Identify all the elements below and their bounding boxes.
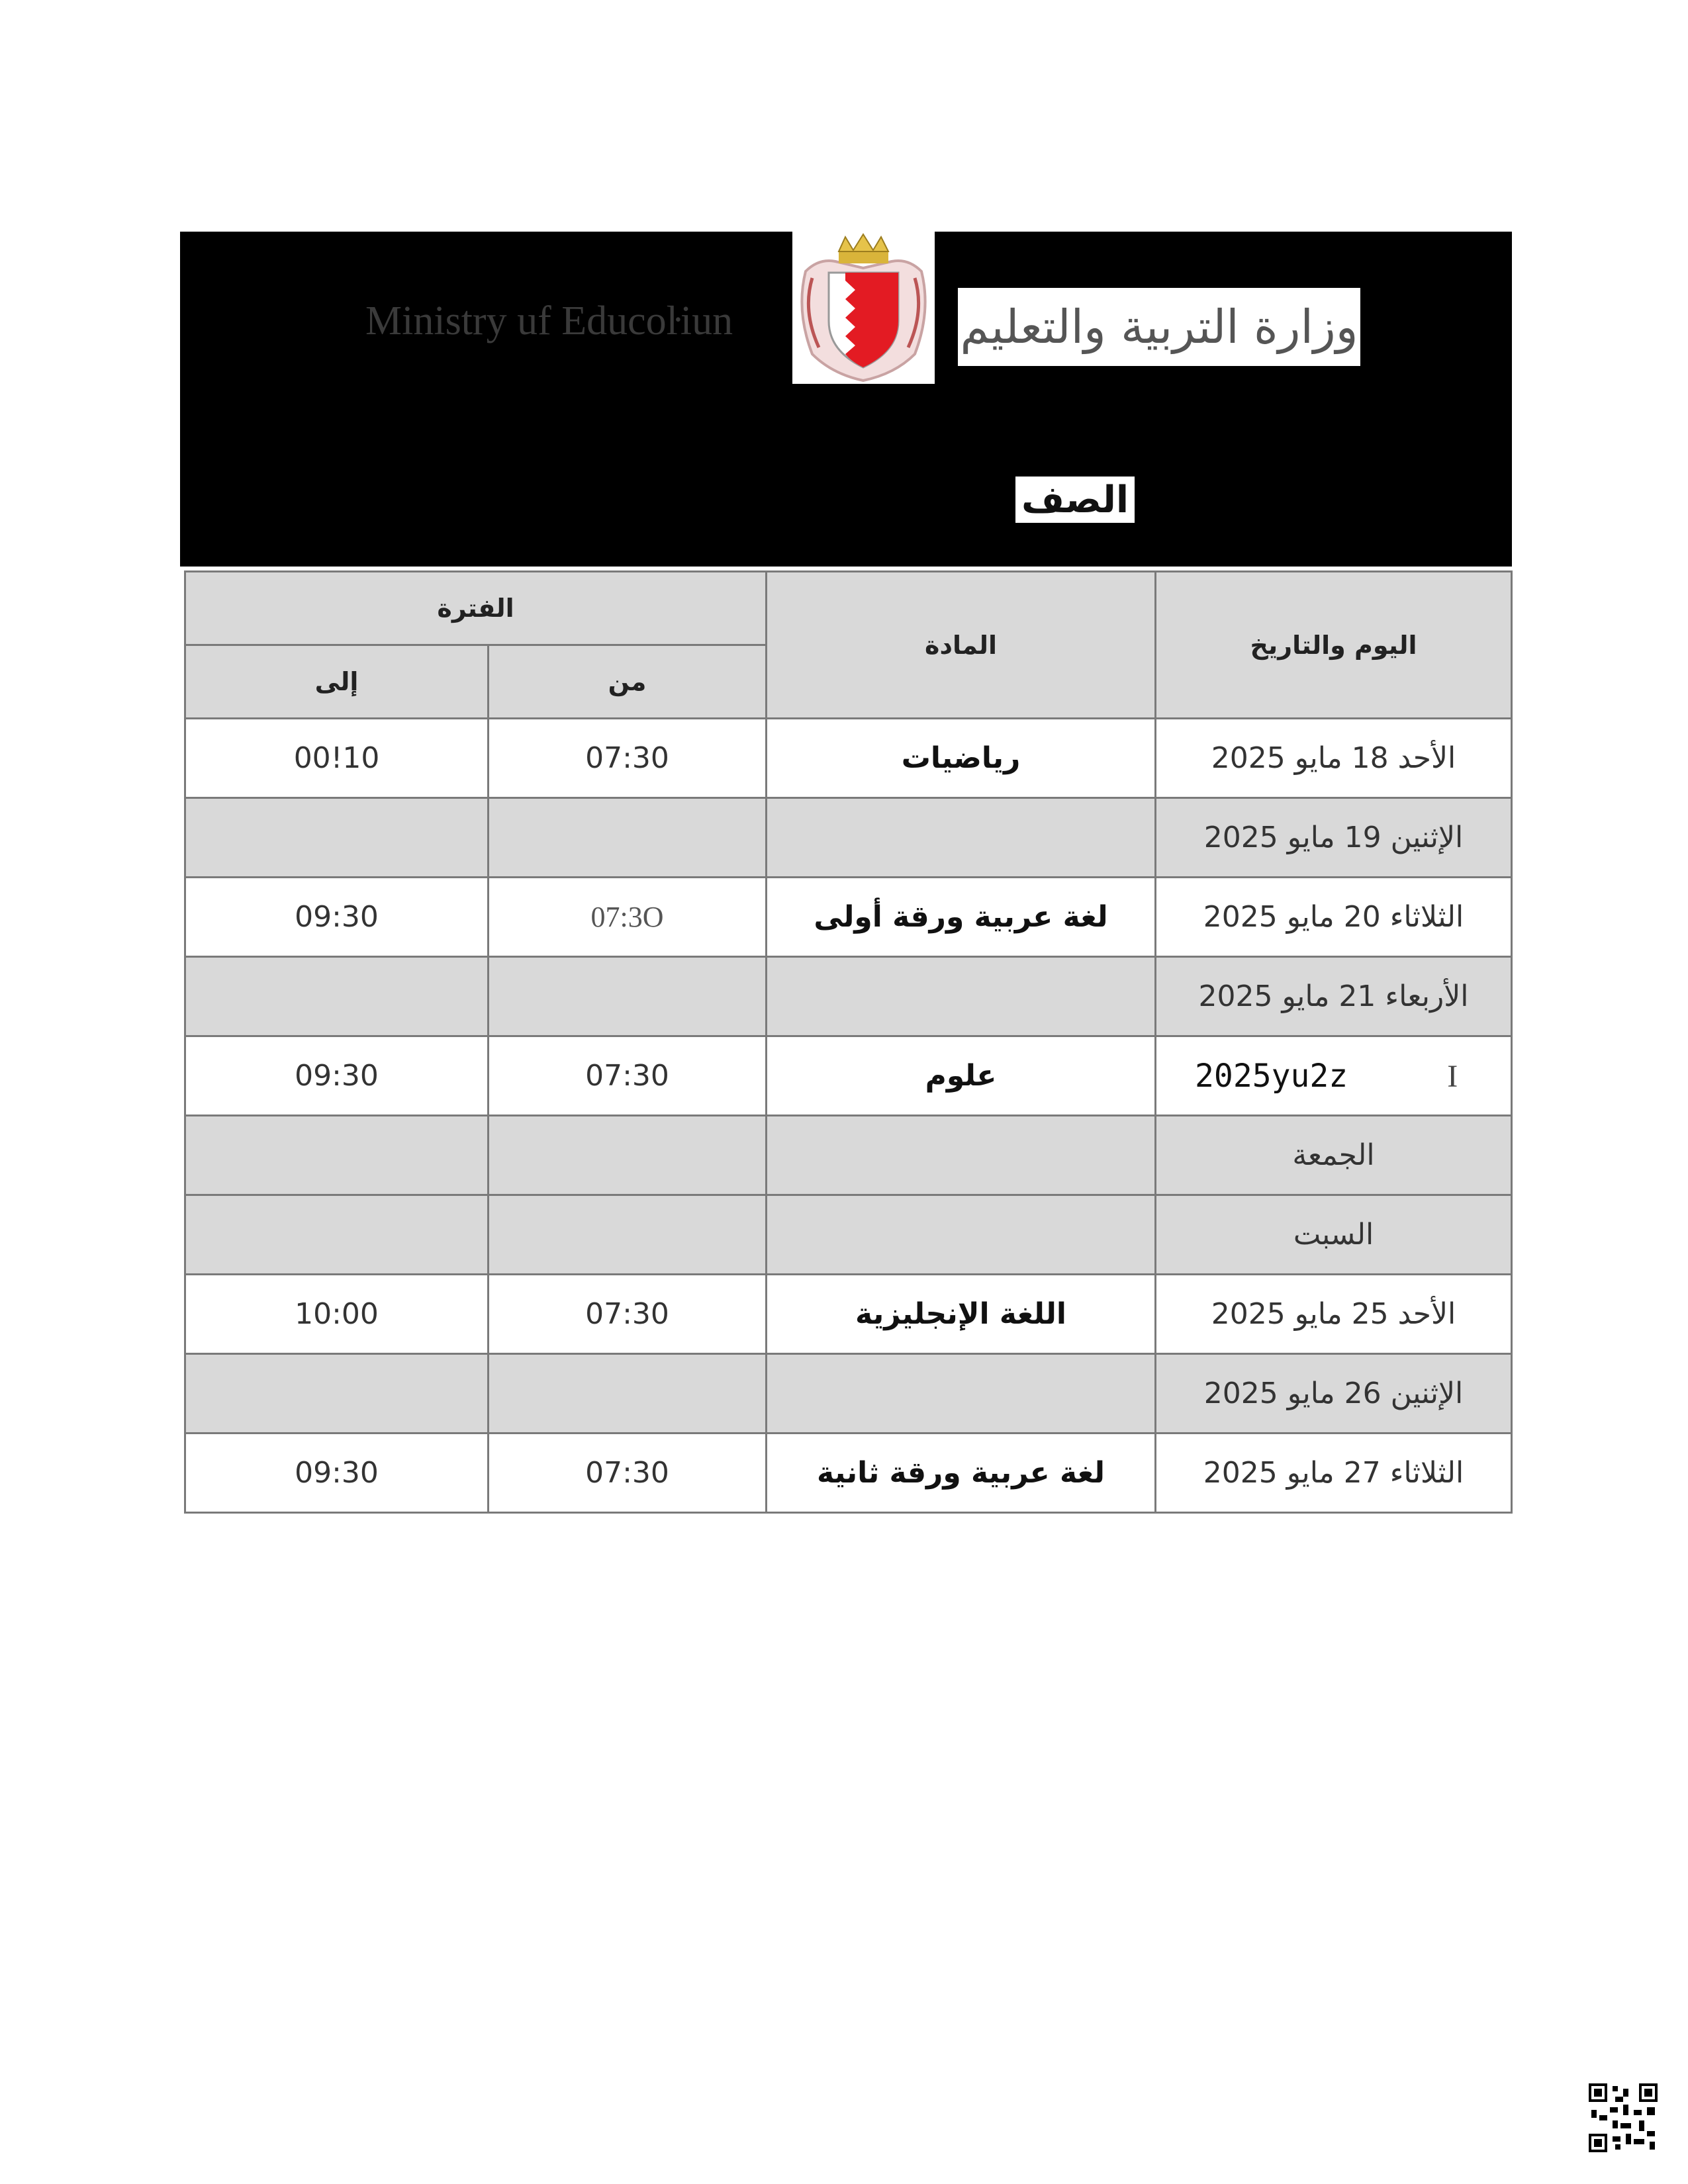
- table-row: [185, 1036, 1512, 1116]
- cell-subject: [767, 1354, 1156, 1433]
- grade-label: الصف: [1021, 478, 1129, 522]
- bahrain-emblem-icon: [792, 232, 935, 384]
- cell-date: الأحد 25 مايو 2025: [1156, 1275, 1512, 1354]
- cell-to: [185, 1195, 489, 1275]
- header-period: الفترة: [185, 572, 767, 645]
- cell-to: 10!00: [185, 719, 489, 798]
- table-row: [185, 957, 1512, 1036]
- qr-code-icon: [1589, 2083, 1658, 2152]
- header-day-date: اليوم والتاريخ: [1156, 572, 1512, 719]
- cell-from: 07:30: [489, 719, 767, 798]
- cell-subject: [767, 1195, 1156, 1275]
- table-row: [185, 1433, 1512, 1513]
- cell-date-text: 2025yu2z: [1195, 1057, 1348, 1095]
- cell-subject: رياضيات: [767, 719, 1156, 798]
- cell-date: الثلاثاء 27 مايو 2025: [1156, 1433, 1512, 1513]
- cell-to: 09:30: [185, 1036, 489, 1116]
- header-subject: المادة: [767, 572, 1156, 719]
- cell-date-mark: I: [1447, 1058, 1458, 1094]
- cell-to: [185, 1116, 489, 1195]
- cell-date: الأربعاء 21 مايو 2025: [1156, 957, 1512, 1036]
- cell-date: الإثنين 26 مايو 2025: [1156, 1354, 1512, 1433]
- cell-date: [1156, 1036, 1512, 1116]
- cell-date: الجمعة: [1156, 1116, 1512, 1195]
- table-row: [185, 1195, 1512, 1275]
- cell-from: 07:30: [489, 1275, 767, 1354]
- table-row: [185, 1116, 1512, 1195]
- cell-from: [489, 1116, 767, 1195]
- cell-to: [185, 798, 489, 878]
- cell-to: 09:30: [185, 1433, 489, 1513]
- header-to: إلى: [185, 645, 489, 719]
- cell-to: [185, 957, 489, 1036]
- cell-date: الأحد 18 مايو 2025: [1156, 719, 1512, 798]
- header-banner: [180, 232, 1512, 567]
- cell-from: 07:30: [489, 1433, 767, 1513]
- cell-subject: علوم: [767, 1036, 1156, 1116]
- ministry-name-english: Ministry uf Educoŀiun: [365, 298, 733, 343]
- cell-from: 07:30: [489, 1036, 767, 1116]
- cell-from: [489, 1195, 767, 1275]
- cell-subject: [767, 957, 1156, 1036]
- cell-date: الثلاثاء 20 مايو 2025: [1156, 878, 1512, 957]
- cell-subject: [767, 1116, 1156, 1195]
- header-from: من: [489, 645, 767, 719]
- cell-subject: [767, 798, 1156, 878]
- table-row: [185, 798, 1512, 878]
- exam-schedule-table: [184, 570, 1513, 1514]
- cell-subject: لغة عربية ورقة ثانية: [767, 1433, 1156, 1513]
- cell-from: 07:3O: [489, 878, 767, 957]
- table-header-row: [185, 572, 1512, 645]
- table-row: [185, 1354, 1512, 1433]
- cell-subject: لغة عربية ورقة أولى: [767, 878, 1156, 957]
- cell-to: 10:00: [185, 1275, 489, 1354]
- cell-to: [185, 1354, 489, 1433]
- cell-subject: اللغة الإنجليزية: [767, 1275, 1156, 1354]
- table-row: [185, 719, 1512, 798]
- table-row: [185, 1275, 1512, 1354]
- cell-from: [489, 1354, 767, 1433]
- ministry-name-arabic-box: [958, 288, 1360, 366]
- cell-date: الإثنين 19 مايو 2025: [1156, 798, 1512, 878]
- table-row: [185, 878, 1512, 957]
- cell-from: [489, 957, 767, 1036]
- grade-label-box: [1015, 477, 1135, 523]
- ministry-name-arabic: وزارة التربية والتعليم: [960, 300, 1358, 354]
- cell-from: [489, 798, 767, 878]
- cell-date: السبت: [1156, 1195, 1512, 1275]
- cell-to: 09:30: [185, 878, 489, 957]
